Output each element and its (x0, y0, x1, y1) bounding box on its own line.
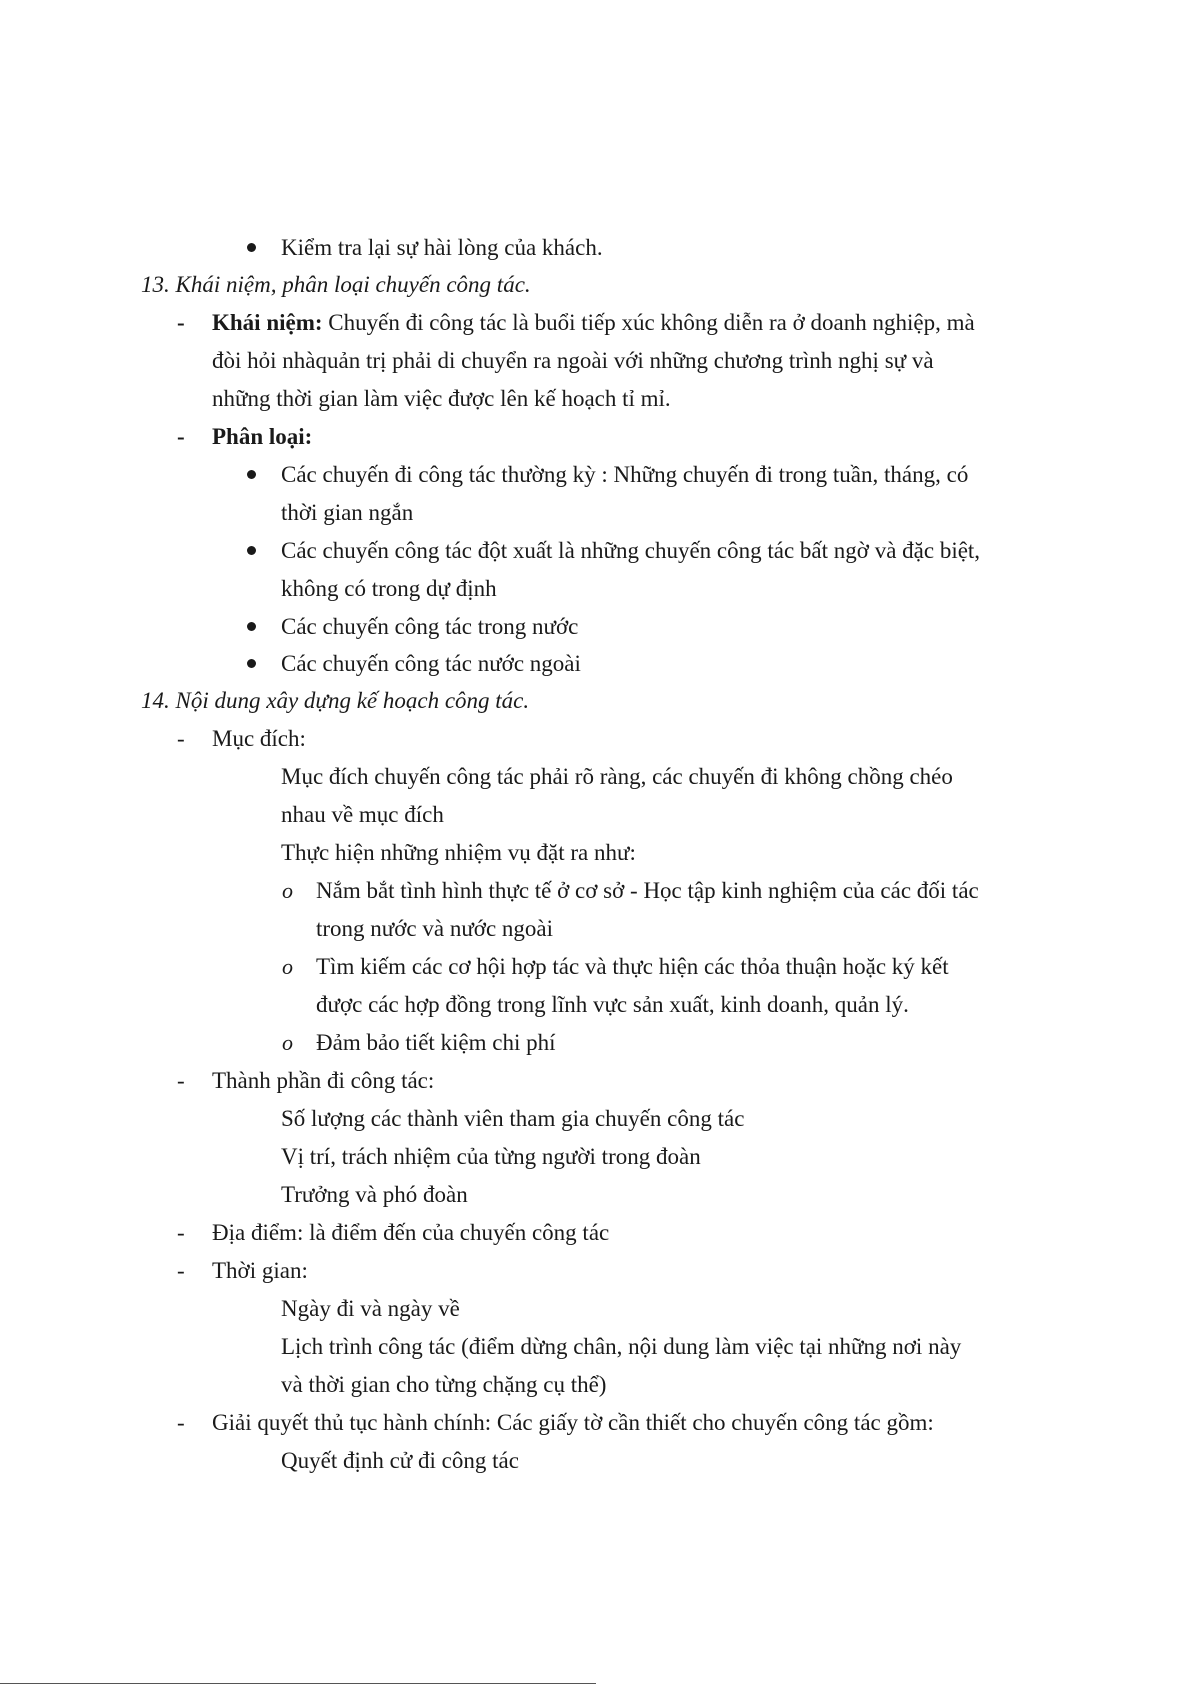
members-item-2: Vị trí, trách nhiệm của từng người trong đoàn (281, 1144, 701, 1169)
definition-text-3: những thời gian làm việc được lên kế hoạch tỉ mỉ. (212, 386, 671, 411)
circle-marker: o (282, 1030, 293, 1055)
time-label: Thời gian: (212, 1258, 308, 1283)
dash-marker: - (177, 1068, 185, 1093)
purpose-text-2: Thực hiện những nhiệm vụ đặt ra như: (281, 840, 636, 865)
classification-item-3: Các chuyến công tác trong nước (281, 614, 579, 639)
purpose-text-1-cont: nhau về mục đích (281, 802, 444, 827)
location-label: Địa điểm: là điểm đến của chuyến công tác (212, 1220, 610, 1245)
members-item-3: Trưởng và phó đoàn (281, 1182, 468, 1207)
bullet-icon (247, 546, 256, 555)
dash-marker: - (177, 1220, 185, 1245)
purpose-sub-2-cont: được các hợp đồng trong lĩnh vực sản xuất, kinh doanh, quản lý. (316, 992, 909, 1017)
classification-label: Phân loại: (212, 424, 313, 449)
dash-marker: - (177, 424, 185, 449)
section-heading-14: 14. Nội dung xây dựng kế hoạch công tác. (141, 688, 530, 713)
footer-divider (0, 1683, 596, 1684)
classification-item-2: Các chuyến công tác đột xuất là những chuyến công tác bất ngờ và đặc biệt, (281, 538, 981, 563)
purpose-label: Mục đích: (212, 726, 306, 751)
time-item-1: Ngày đi và ngày về (281, 1296, 460, 1321)
bullet-icon (247, 470, 256, 479)
classification-item-2-cont: không có trong dự định (281, 576, 497, 601)
circle-marker: o (282, 878, 293, 903)
time-item-2: Lịch trình công tác (điểm dừng chân, nội dung làm việc tại những nơi này (281, 1334, 962, 1359)
purpose-text-1: Mục đích chuyến công tác phải rõ ràng, các chuyến đi không chồng chéo (281, 764, 953, 789)
bullet-text: Kiểm tra lại sự hài lòng của khách. (281, 235, 603, 260)
definition-label: Khái niệm: (212, 310, 323, 335)
bullet-icon (247, 659, 256, 668)
definition-text: Chuyến đi công tác là buổi tiếp xúc không diễn ra ở doanh nghiệp, mà (322, 310, 975, 335)
purpose-sub-1-cont: trong nước và nước ngoài (316, 916, 554, 941)
members-item-1: Số lượng các thành viên tham gia chuyến công tác (281, 1106, 745, 1131)
purpose-sub-3: Đảm bảo tiết kiệm chi phí (316, 1030, 556, 1055)
procedures-label: Giải quyết thủ tục hành chính: Các giấy tờ cần thiết cho chuyến công tác gồm: (212, 1410, 934, 1435)
circle-marker: o (282, 954, 293, 979)
time-item-2-cont: và thời gian cho từng chặng cụ thể) (281, 1372, 607, 1397)
dash-marker: - (177, 726, 185, 751)
bullet-icon (247, 622, 256, 631)
section-heading-13: 13. Khái niệm, phân loại chuyến công tác. (141, 272, 531, 297)
purpose-sub-2: Tìm kiếm các cơ hội hợp tác và thực hiện các thỏa thuận hoặc ký kết (316, 954, 949, 979)
definition-line (212, 308, 975, 338)
classification-item-4: Các chuyến công tác nước ngoài (281, 651, 581, 676)
members-label: Thành phần đi công tác: (212, 1068, 435, 1093)
dash-marker: - (177, 1258, 185, 1283)
definition-text-2: đòi hỏi nhàquản trị phải di chuyển ra ngoài với những chương trình nghị sự và (212, 348, 934, 373)
dash-marker: - (177, 1410, 185, 1435)
classification-item-1: Các chuyến đi công tác thường kỳ : Những chuyến đi trong tuần, tháng, có (281, 462, 969, 487)
dash-marker: - (177, 310, 185, 335)
classification-item-1-cont: thời gian ngắn (281, 500, 414, 525)
procedures-item-1: Quyết định cử đi công tác (281, 1448, 519, 1473)
bullet-icon (247, 243, 256, 252)
purpose-sub-1: Nắm bắt tình hình thực tế ở cơ sở - Học tập kinh nghiệm của các đối tác (316, 878, 979, 903)
